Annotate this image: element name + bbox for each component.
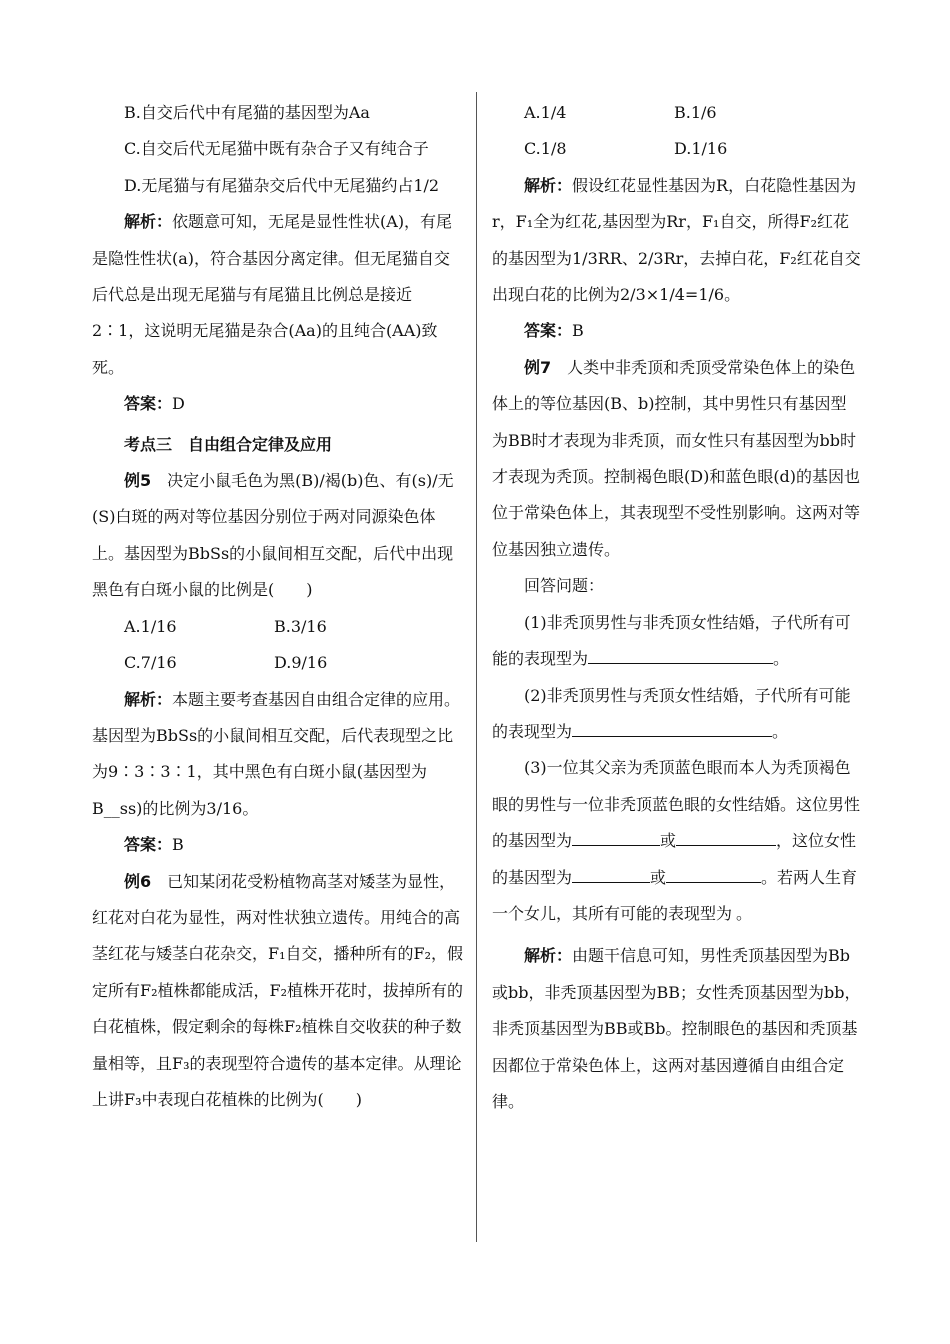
example-5-option-b: B.3/16 <box>274 616 327 636</box>
option-d: D.无尾猫与有尾猫杂交后代中无尾猫约占1/2 <box>124 175 440 195</box>
question-1-text: (1)非秃顶男性与非秃顶女性结婚，子代所有可能的表现型为 <box>492 612 851 669</box>
example-5-options-ab <box>92 609 464 645</box>
example-6-text: 已知某闭花受粉植物高茎对矮茎为显性，红花对白花为显性，两对性状独立遗传。用纯合的高茎红花与矮茎白花杂交，F₁自交，播种所有的F₂，假定所有F₂植株都能成活，F₂植株开花时，拔掉所有的白花植株，假定剩余的每株F₂植株自交收获的种子数量相等，且F₃的表现型符合遗传的基本定律。从理论上讲F₃中表现白花植株的比例为( ) <box>92 871 464 1109</box>
example-5-analysis-text: 本题主要考查基因自由组合定律的应用。基因型为BbSs的小鼠间相互交配，后代表现型之比为9∶3∶3∶1，其中黑色有白斑小鼠(基因型为B__ss)的比例为3/16。 <box>92 689 461 818</box>
example-6-option-d: D.1/16 <box>674 139 728 159</box>
example-6-analysis <box>492 168 862 314</box>
example-5-answer <box>92 827 464 863</box>
answer-label: 答案： <box>124 394 173 414</box>
example-6-analysis-text: 假设红花显性基因为R，白花隐性基因为r，F₁全为红花,基因型为Rr，F₁自交，所得F₂红花的基因型为1/3RR、2/3Rr，去掉白花，F₂红花自交出现白花的比例为2/3×1/4=1/6。 <box>492 175 861 305</box>
example-5-label: 例5 <box>124 471 152 491</box>
example-6-answer-label: 答案： <box>524 321 573 341</box>
question-2-text: (2)非秃顶男性与秃顶女性结婚，子代所有可能的表现型为 <box>492 685 851 741</box>
example-6-answer <box>492 313 862 349</box>
question-3-or-2: 或 <box>650 867 667 887</box>
question-2-blank[interactable] <box>572 714 772 737</box>
example-7-analysis <box>492 938 862 1120</box>
question-2-end: 。 <box>772 721 789 741</box>
example-7-text: 人类中非秃顶和秃顶受常染色体上的染色体上的等位基因(B、b)控制，其中男性只有基因型为BB时才表现为非秃顶，而女性只有基因型为bb时才表现为秃顶。控制褐色眼(D)和蓝色眼(d)的基因也位于常染色体上，其表现型不受性别影响。这两对等位基因独立遗传。 <box>492 357 861 559</box>
question-3-or-1: 或 <box>660 831 677 851</box>
question-1-blank[interactable] <box>588 641 773 664</box>
question-3-blank-1[interactable] <box>572 823 660 846</box>
example-7-label: 例7 <box>524 357 552 377</box>
example-6-options-ab <box>492 95 862 131</box>
column-divider <box>476 92 477 1242</box>
example-5-answer-label: 答案： <box>124 835 173 855</box>
option-c: C.自交后代无尾猫中既有杂合子又有纯合子 <box>124 139 429 159</box>
example-5-answer-value: B <box>172 835 184 855</box>
example-7-analysis-label: 解析： <box>524 946 573 966</box>
example-5-analysis-label: 解析： <box>124 689 173 709</box>
question-3-blank-4[interactable] <box>666 860 761 883</box>
question-3-blank-3[interactable] <box>572 860 650 883</box>
question-3-part1: (3)一位其父亲为秃顶蓝色眼而本人为秃顶褐色眼的男性与一位非秃顶蓝色眼的女性结婚。这位男性的基因型为 <box>492 758 861 851</box>
question-3-blank-2[interactable] <box>676 823 776 846</box>
example-5-options-cd <box>92 645 464 681</box>
example-6-option-a: A.1/4 <box>524 103 567 122</box>
question-1-end: 。 <box>773 649 790 669</box>
question-3-end: 。 <box>736 903 753 923</box>
question-3-comma: ， <box>776 831 793 851</box>
question-1 <box>492 605 862 678</box>
example-6-analysis-label: 解析： <box>524 175 573 195</box>
example-6-label: 例6 <box>124 871 152 891</box>
left-column <box>92 95 464 1118</box>
example-5-text: 决定小鼠毛色为黑(B)/褐(b)色、有(s)/无(S)白斑的两对等位基因分别位于两对同源染色体上。基因型为BbSs的小鼠间相互交配，后代中出现黑色有白斑小鼠的比例是( ) <box>92 471 454 600</box>
answer-line <box>92 386 464 422</box>
question-3-part2: 这位女性的基因型为 <box>492 831 857 887</box>
example-5-option-d: D.9/16 <box>274 653 328 673</box>
example-6-answer-value: B <box>572 321 584 341</box>
example-5-option-c: C.7/16 <box>124 653 177 673</box>
example-5-analysis <box>92 682 464 828</box>
question-3-period: 。 <box>761 867 778 887</box>
question-3 <box>492 750 862 932</box>
example-7-analysis-text: 由题干信息可知，男性秃顶基因型为Bb或bb，非秃顶基因型为BB；女性秃顶基因型为bb，非秃顶基因型为BB或Bb。控制眼色的基因和秃顶基因都位于常染色体上，这两对基因遵循自由组合定律。 <box>492 946 861 1111</box>
question-2 <box>492 678 862 751</box>
questions-intro: 回答问题： <box>524 576 605 596</box>
example-5-option-a: A.1/16 <box>124 616 177 636</box>
answer-value: D <box>172 394 185 414</box>
analysis-paragraph <box>92 204 464 386</box>
example-6-option-b: B.1/6 <box>674 103 717 122</box>
example-5 <box>92 463 464 609</box>
example-6 <box>92 864 464 1119</box>
analysis-text: 依题意可知，无尾是显性性状(A)，有尾是隐性性状(a)，符合基因分离定律。但无尾猫自交后代总是出现无尾猫与有尾猫且比例总是接近2∶1，这说明无尾猫是杂合(Aa)的且纯合(AA)致死。 <box>92 212 453 377</box>
right-column <box>492 95 862 1120</box>
example-7 <box>492 350 862 568</box>
section-heading: 考点三 自由组合定律及应用 <box>124 434 333 454</box>
question-3-part3: 若两人生育一个女儿，其所有可能的表现型为 <box>492 867 858 923</box>
example-6-option-c: C.1/8 <box>524 139 567 159</box>
example-6-options-cd <box>492 131 862 167</box>
option-b: B.自交后代中有尾猫的基因型为Aa <box>124 103 370 122</box>
analysis-label: 解析： <box>124 212 173 232</box>
